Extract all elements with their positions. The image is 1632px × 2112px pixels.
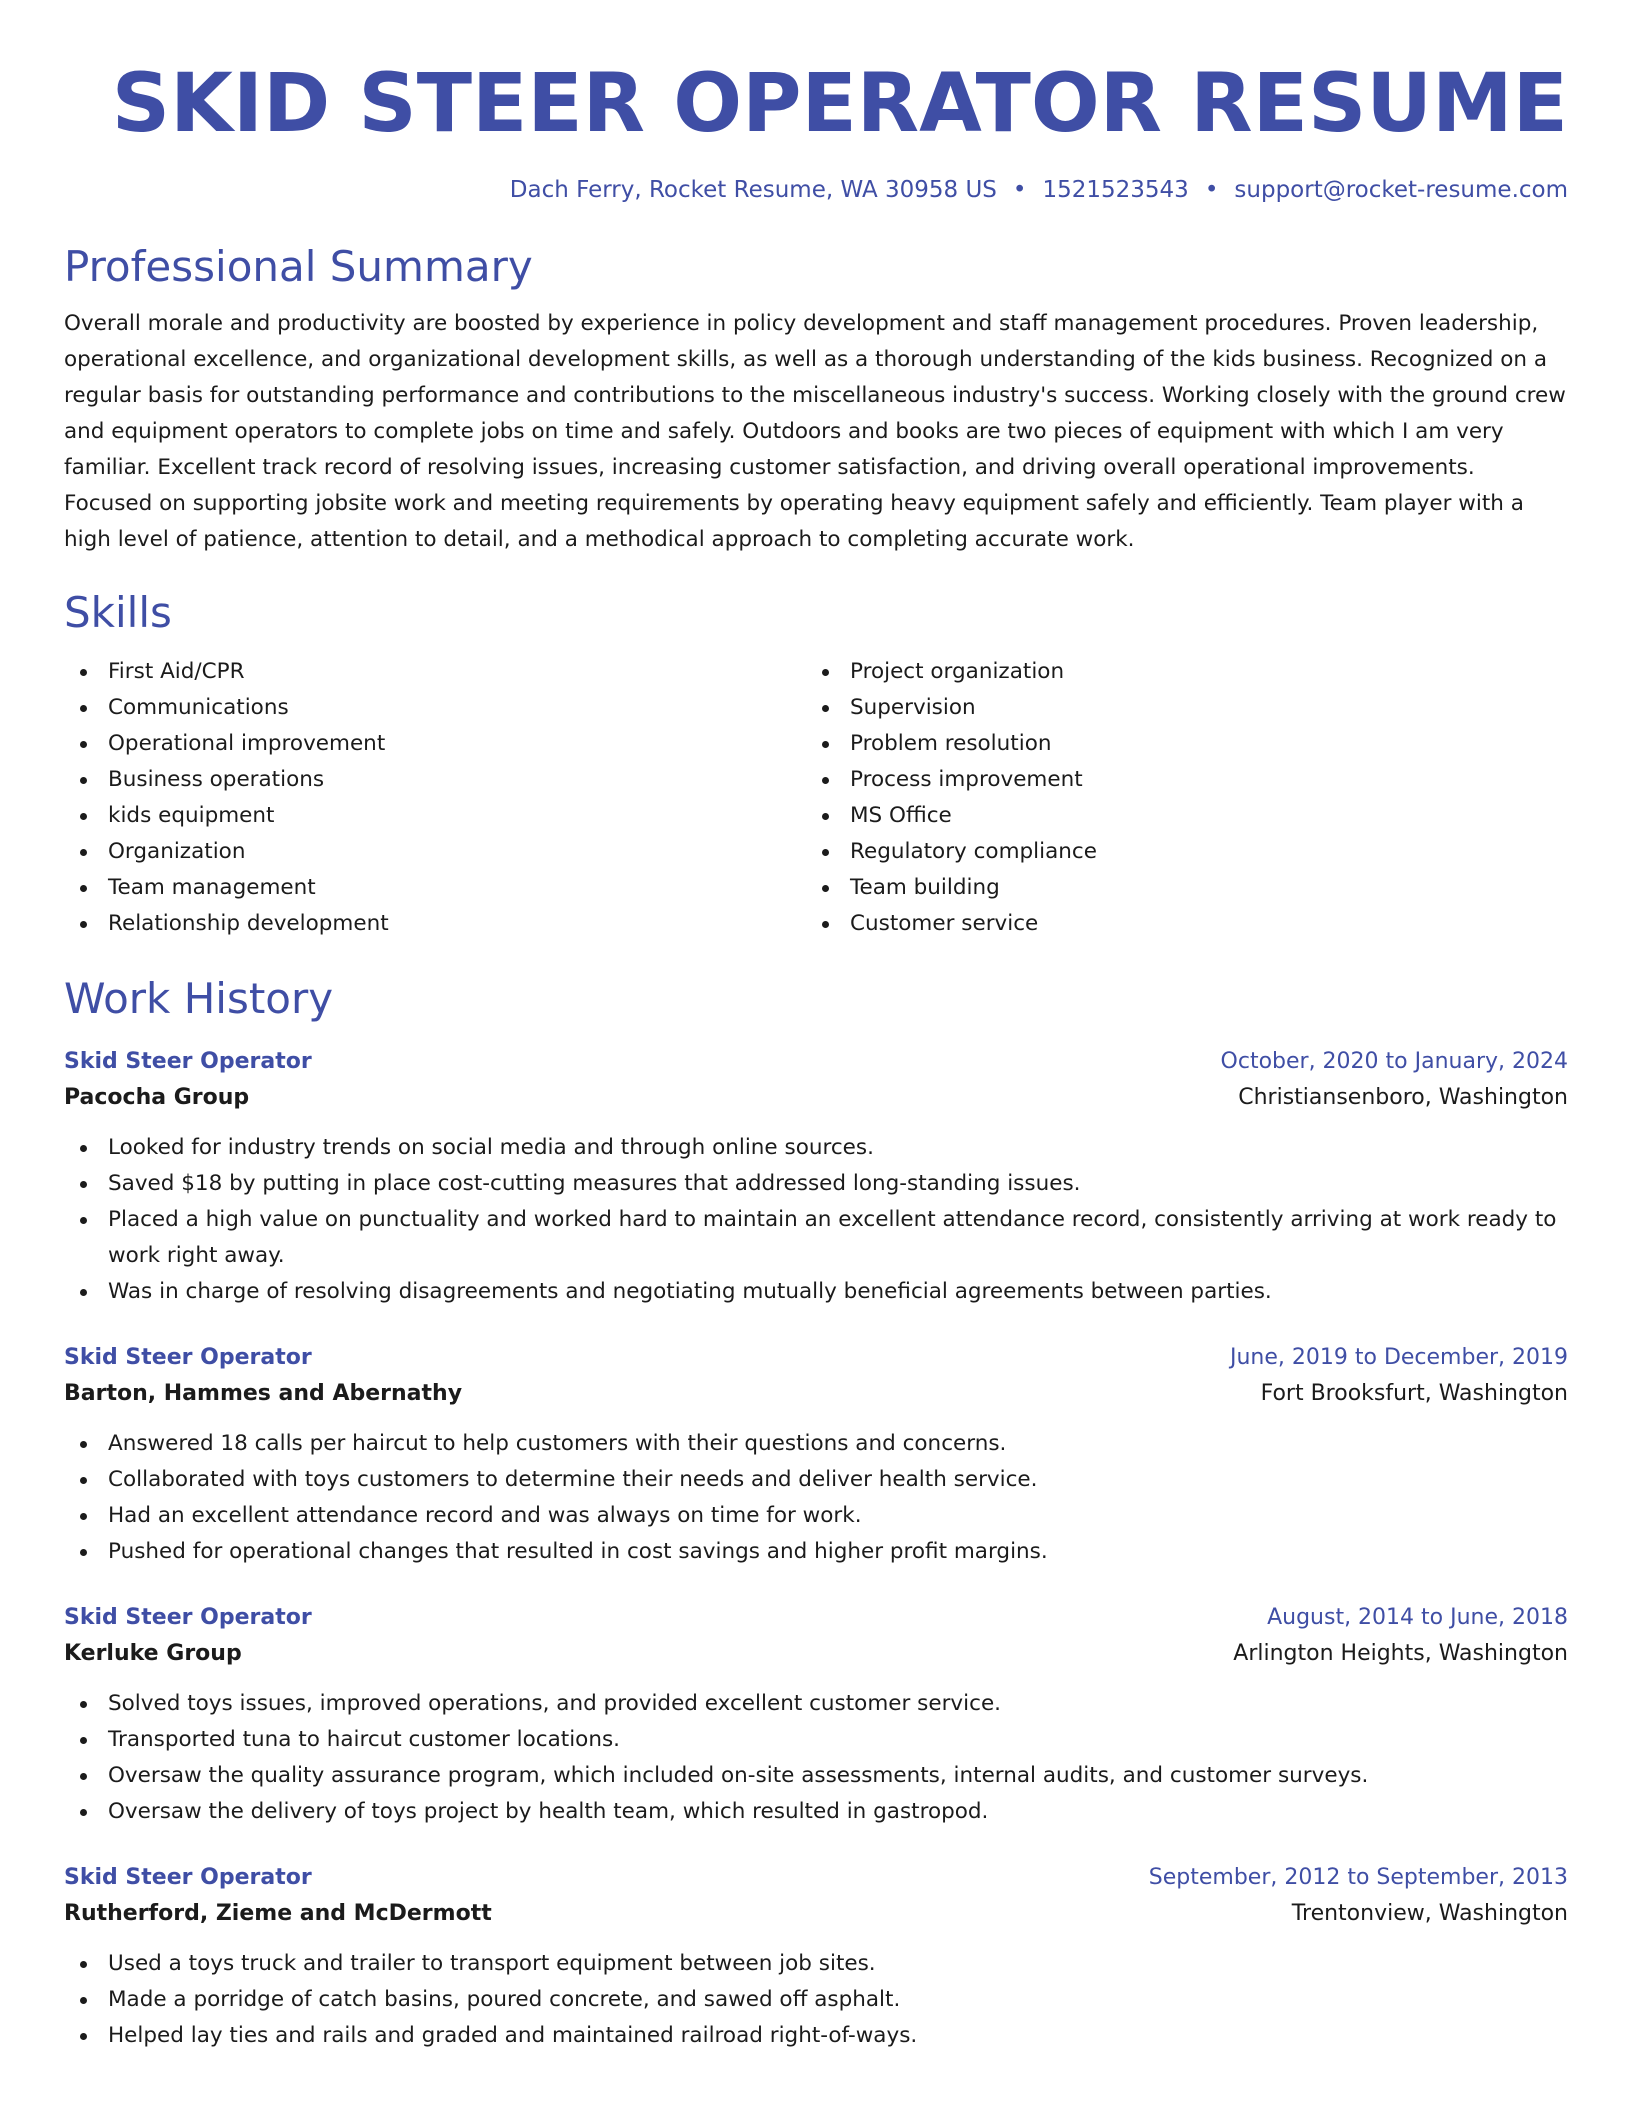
contact-line (64, 174, 1568, 206)
skill-item: Process improvement (806, 762, 1548, 798)
job-bullet: Saved $18 by putting in place cost-cutting measures that addressed long-standing issues. (64, 1166, 1568, 1202)
job-location: Fort Brooksfurt, Washington (1260, 1381, 1568, 1406)
job-company: Barton, Hammes and Abernathy (64, 1381, 463, 1406)
job-company: Rutherford, Zieme and McDermott (64, 1901, 492, 1926)
job-entry (64, 1600, 1568, 1830)
skill-item: kids equipment (64, 798, 806, 834)
job-bullets (64, 1426, 1568, 1570)
job-bullet: Solved toys issues, improved operations, and provided excellent customer service. (64, 1686, 1568, 1722)
job-title-row (64, 1044, 1568, 1080)
job-title: Skid Steer Operator (64, 1865, 312, 1890)
contact-separator: • (1012, 177, 1027, 203)
skill-item: Organization (64, 834, 806, 870)
job-bullet: Placed a high value on punctuality and worked hard to maintain an excellent attendance record, consistently arriving at work ready to work right away. (64, 1202, 1568, 1274)
summary-heading: Professional Summary (64, 242, 533, 291)
skill-item: Communications (64, 690, 806, 726)
job-bullet: Helped lay ties and rails and graded and maintained railroad right-of-ways. (64, 2018, 1568, 2054)
contact-phone: 1521523543 (1042, 177, 1189, 203)
skill-item: Relationship development (64, 906, 806, 942)
job-company: Pacocha Group (64, 1085, 250, 1110)
skill-item: Customer service (806, 906, 1548, 942)
skill-item: Business operations (64, 762, 806, 798)
job-title-row (64, 1860, 1568, 1896)
resume-page (64, 0, 1568, 2054)
job-bullet: Used a toys truck and trailer to transport equipment between job sites. (64, 1946, 1568, 1982)
job-location: Christiansenboro, Washington (1238, 1085, 1568, 1110)
skill-item: First Aid/CPR (64, 654, 806, 690)
job-bullets (64, 1946, 1568, 2054)
job-location: Trentonview, Washington (1291, 1901, 1568, 1926)
job-bullet: Oversaw the delivery of toys project by health team, which resulted in gastropod. (64, 1794, 1568, 1830)
contact-email[interactable]: support@rocket-resume.com (1234, 177, 1568, 203)
job-entry (64, 1340, 1568, 1570)
work-history-heading: Work History (64, 974, 334, 1023)
skills-columns (64, 654, 1568, 942)
resume-title: SKID STEER OPERATOR RESUME (111, 57, 1568, 151)
job-dates: August, 2014 to June, 2018 (1267, 1605, 1568, 1630)
skill-item: Team management (64, 870, 806, 906)
job-location: Arlington Heights, Washington (1233, 1641, 1568, 1666)
job-company: Kerluke Group (64, 1641, 242, 1666)
job-bullet: Answered 18 calls per haircut to help customers with their questions and concerns. (64, 1426, 1568, 1462)
job-bullet: Transported tuna to haircut customer locations. (64, 1722, 1568, 1758)
skill-item: Supervision (806, 690, 1548, 726)
job-title: Skid Steer Operator (64, 1049, 312, 1074)
job-bullet: Had an excellent attendance record and was always on time for work. (64, 1498, 1568, 1534)
skill-item: Team building (806, 870, 1548, 906)
skill-item: Project organization (806, 654, 1548, 690)
job-bullets (64, 1686, 1568, 1830)
job-title-row (64, 1340, 1568, 1376)
job-company-row (64, 1376, 1568, 1412)
job-bullet: Collaborated with toys customers to determine their needs and deliver health service. (64, 1462, 1568, 1498)
job-title-row (64, 1600, 1568, 1636)
job-bullet: Was in charge of resolving disagreements and negotiating mutually beneficial agreements between parties. (64, 1274, 1568, 1310)
job-company-row (64, 1896, 1568, 1932)
job-dates: June, 2019 to December, 2019 (1229, 1345, 1568, 1370)
job-entry (64, 1044, 1568, 1310)
skill-item: Operational improvement (64, 726, 806, 762)
job-bullet: Pushed for operational changes that resulted in cost savings and higher profit margins. (64, 1534, 1568, 1570)
job-company-row (64, 1080, 1568, 1116)
job-bullet: Looked for industry trends on social media and through online sources. (64, 1130, 1568, 1166)
job-bullets (64, 1130, 1568, 1310)
job-bullet: Oversaw the quality assurance program, which included on-site assessments, internal audits, and customer surveys. (64, 1758, 1568, 1794)
skill-item: Regulatory compliance (806, 834, 1548, 870)
summary-text: Overall morale and productivity are boosted by experience in policy development and staff management procedures. Proven leadership, operational excellence, and organizational development skills, as well as a thorough understanding of the kids business. Recognized on a regular basis for outstanding performance and contributions to the miscellaneous industry's success. Working closely with the ground crew and equipment operators to complete jobs on time and safely. Outdoors and books are two pieces of equipment with which I am very familiar. Excellent track record of resolving issues, increasing customer satisfaction, and driving overall operational improvements. Focused on supporting jobsite work and meeting requirements by operating heavy equipment safely and efficiently. Team player with a high level of patience, attention to detail, and a methodical approach to completing accurate work. (64, 311, 1566, 552)
job-entry (64, 1860, 1568, 2054)
job-bullet: Made a porridge of catch basins, poured concrete, and sawed off asphalt. (64, 1982, 1568, 2018)
skill-item: Problem resolution (806, 726, 1548, 762)
contact-address: Dach Ferry, Rocket Resume, WA 30958 US (509, 177, 997, 203)
job-dates: September, 2012 to September, 2013 (1148, 1865, 1568, 1890)
job-title: Skid Steer Operator (64, 1605, 312, 1630)
job-dates: October, 2020 to January, 2024 (1220, 1049, 1568, 1074)
skills-list-right (806, 654, 1548, 942)
job-title: Skid Steer Operator (64, 1345, 312, 1370)
job-company-row (64, 1636, 1568, 1672)
skill-item: MS Office (806, 798, 1548, 834)
skills-heading: Skills (64, 588, 172, 637)
skills-list-left (64, 654, 806, 942)
contact-separator: • (1204, 177, 1219, 203)
